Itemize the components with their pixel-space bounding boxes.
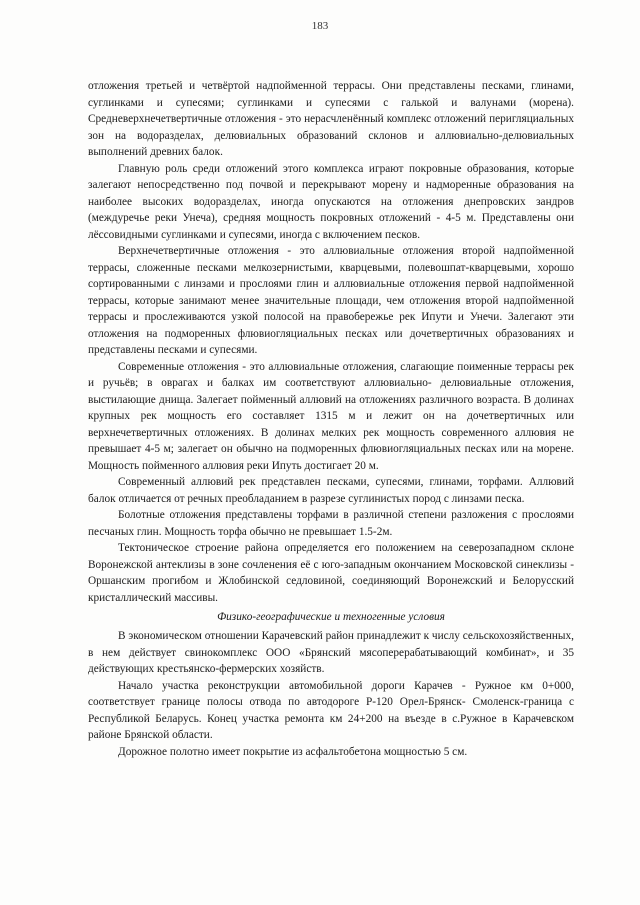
page-number: 183 [311,20,329,32]
paragraph: В экономическом отношении Карачевский район принадлежит к числу сельскохозяйственных, в нем действует свинокомплекс ООО «Брянский мясоперерабатывающий комбинат», и 35 действующих крестьянско-фермерских хозяйств. [88,630,574,675]
document-body [88,78,574,760]
paragraph: Болотные отложения представлены торфами в различной степени разложения с прослоями песчаных глин. Мощность торфа обычно не превышает 1.5-2м. [88,509,574,538]
paragraph: Верхнечетвертичные отложения - это аллювиальные отложения второй надпойменной террасы, сложенные песками мелкозернистыми, кварцевыми, полевошпат-кварцевыми, хорошо сортированными с линзами и прослоями глин и аллювиальные отложения первой надпойменной террасы, которые занимают менее значительные площади, чем отложения второй надпойменной террасы и прослеживаются узкой полосой на правобережье рек Ипути и Унечи. Залегают эти отложения на подморенных флювиогляциальных песках или дочетвертичных образованиях и представлены песками и супесями. [88,245,574,356]
paragraph: Дорожное полотно имеет покрытие из асфальтобетона мощностью 5 см. [118,745,468,758]
section-heading: Физико-географические и техногенные условия [217,611,445,623]
paragraph: Тектоническое строение района определяется его положением на северозападном склоне Воронежской антеклизы в зоне сочленения её с юго-западным окончанием Московской синеклизы - Оршанским прогибом и Жлобинской седловиной, соединяющий Воронежский и Белорусский кристаллический массивы. [88,542,574,604]
paragraph: отложения третьей и четвёртой надпойменной террасы. Они представлены песками, глинами, суглинками и супесями; суглинками и супесями с галькой и валунами (морена). Средневерхнечетвертичные отложения - это нерасчленённый комплекс отложений перигляциальных зон на водоразделах, делювиальных образований склонов и аллювиально-делювиальных выполнений древних балок. [88,80,574,158]
paragraph: Начало участка реконструкции автомобильной дороги Карачев - Ружное км 0+000, соответствует границе полосы отвода по автодороге Р-120 Орел-Брянск- Смоленск-граница с Республикой Беларусь. Конец участка ремонта км 24+200 на въезде в с.Ружное в Карачевском районе Брянской области. [88,679,574,741]
paragraph: Современный аллювий рек представлен песками, супесями, глинами, торфами. Аллювий балок отличается от речных преобладанием в разрезе суглинистых пород с линзами песка. [88,476,574,505]
paragraph: Главную роль среди отложений этого комплекса играют покровные образования, которые залегают непосредственно под почвой и перекрывают морену и надморенные образования на наиболее высоких водоразделах, иногда опускаются на отложения днепровских зандров (междуречье реки Унеча), средняя мощность покровных отложений - 4-5 м. Представлены они лёссовидными суглинками и супесями, иногда с включением песков. [88,162,574,241]
paragraph: Современные отложения - это аллювиальные отложения, слагающие поименные террасы рек и ручьёв; в оврагах и балках им соответствуют аллювиально- делювиальные отложения, выстилающие днища. Залегает пойменный аллювий на отложениях различного возраста. В долинах крупных рек мощность его составляет 1315 м и лежит он на дочетвертичных или верхнечетвертичных отложениях. В долинах мелких рек мощность современного аллювия не превышает 4-5 м; залегает он обычно на подморенных флювиогляциальных песках или на морене. Мощность пойменного аллювия реки Ипуть достигает 20 м. [88,360,574,472]
